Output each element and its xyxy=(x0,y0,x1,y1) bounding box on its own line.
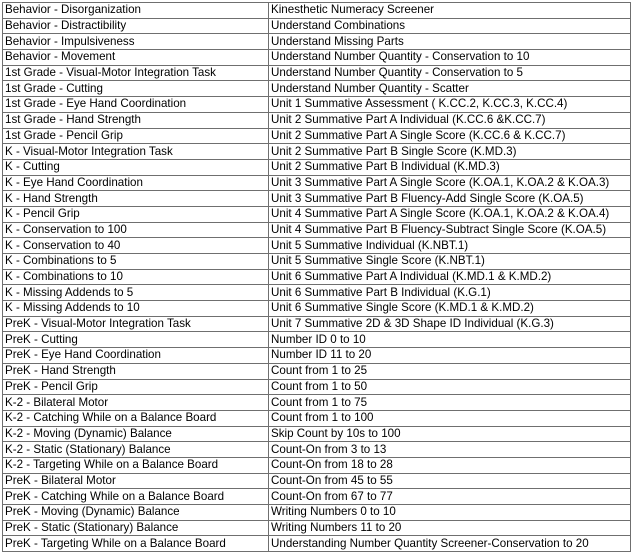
table-row xyxy=(3,426,631,442)
skill-cell: 1st Grade - Eye Hand Coordination xyxy=(3,97,269,113)
assessment-cell: Unit 5 Summative Single Score (K.NBT.1) xyxy=(269,254,631,270)
table-row xyxy=(3,301,631,317)
assessment-cell: Unit 6 Summative Part A Individual (K.MD.1 & K.MD.2) xyxy=(269,269,631,285)
skill-cell: PreK - Visual-Motor Integration Task xyxy=(3,316,269,332)
skill-cell: K - Pencil Grip xyxy=(3,206,269,222)
table-row xyxy=(3,505,631,521)
skill-cell: K - Cutting xyxy=(3,159,269,175)
table-row xyxy=(3,457,631,473)
assessment-cell: Unit 3 Summative Part A Single Score (K.OA.1, K.OA.2 & K.OA.3) xyxy=(269,175,631,191)
table-row xyxy=(3,332,631,348)
assessment-cell: Count from 1 to 25 xyxy=(269,363,631,379)
table-row xyxy=(3,128,631,144)
skill-cell: PreK - Moving (Dynamic) Balance xyxy=(3,505,269,521)
assessment-cell: Unit 5 Summative Individual (K.NBT.1) xyxy=(269,238,631,254)
skill-cell: K - Missing Addends to 5 xyxy=(3,285,269,301)
table-row xyxy=(3,159,631,175)
assessment-cell: Writing Numbers 11 to 20 xyxy=(269,520,631,536)
skill-cell: K - Visual-Motor Integration Task xyxy=(3,144,269,160)
skill-cell: Behavior - Distractibility xyxy=(3,18,269,34)
skill-cell: K - Conservation to 100 xyxy=(3,222,269,238)
table-row xyxy=(3,222,631,238)
skill-cell: 1st Grade - Visual-Motor Integration Task xyxy=(3,65,269,81)
table-row xyxy=(3,348,631,364)
skill-cell: 1st Grade - Pencil Grip xyxy=(3,128,269,144)
table-row xyxy=(3,395,631,411)
assessment-cell: Skip Count by 10s to 100 xyxy=(269,426,631,442)
assessment-cell: Unit 2 Summative Part A Single Score (K.CC.6 & K.CC.7) xyxy=(269,128,631,144)
table-row xyxy=(3,238,631,254)
table-row xyxy=(3,65,631,81)
assessment-cell: Understand Number Quantity - Conservation to 10 xyxy=(269,50,631,66)
skill-cell: PreK - Targeting While on a Balance Board xyxy=(3,536,269,552)
assessment-cell: Understanding Number Quantity Screener-Conservation to 20 xyxy=(269,536,631,552)
table-row xyxy=(3,175,631,191)
table-body xyxy=(3,3,631,552)
assessment-cell: Unit 7 Summative 2D & 3D Shape ID Individual (K.G.3) xyxy=(269,316,631,332)
assessment-cell: Understand Number Quantity - Scatter xyxy=(269,81,631,97)
table-row xyxy=(3,112,631,128)
assessment-cell: Unit 2 Summative Part B Individual (K.MD.3) xyxy=(269,159,631,175)
assessment-cell: Count-On from 45 to 55 xyxy=(269,473,631,489)
table-row xyxy=(3,191,631,207)
assessment-cell: Understand Number Quantity - Conservation to 5 xyxy=(269,65,631,81)
assessment-cell: Number ID 11 to 20 xyxy=(269,348,631,364)
assessment-cell: Unit 6 Summative Part B Individual (K.G.1) xyxy=(269,285,631,301)
skill-cell: PreK - Eye Hand Coordination xyxy=(3,348,269,364)
table-row xyxy=(3,97,631,113)
skill-cell: Behavior - Movement xyxy=(3,50,269,66)
assessment-cell: Count from 1 to 50 xyxy=(269,379,631,395)
table-row xyxy=(3,3,631,19)
assessment-cell: Unit 1 Summative Assessment ( K.CC.2, K.CC.3, K.CC.4) xyxy=(269,97,631,113)
skill-cell: PreK - Static (Stationary) Balance xyxy=(3,520,269,536)
table-row xyxy=(3,18,631,34)
assessment-cell: Unit 3 Summative Part B Fluency-Add Single Score (K.OA.5) xyxy=(269,191,631,207)
assessment-cell: Number ID 0 to 10 xyxy=(269,332,631,348)
skill-cell: PreK - Bilateral Motor xyxy=(3,473,269,489)
assessment-cell: Writing Numbers 0 to 10 xyxy=(269,505,631,521)
skill-cell: K - Missing Addends to 10 xyxy=(3,301,269,317)
assessment-cell: Unit 4 Summative Part A Single Score (K.OA.1, K.OA.2 & K.OA.4) xyxy=(269,206,631,222)
assessment-cell: Unit 2 Summative Part B Single Score (K.MD.3) xyxy=(269,144,631,160)
assessment-table xyxy=(2,2,631,552)
table-row xyxy=(3,536,631,552)
skill-cell: K-2 - Targeting While on a Balance Board xyxy=(3,457,269,473)
table-row xyxy=(3,269,631,285)
skill-cell: 1st Grade - Cutting xyxy=(3,81,269,97)
assessment-cell: Kinesthetic Numeracy Screener xyxy=(269,3,631,19)
table-row xyxy=(3,316,631,332)
table-row xyxy=(3,254,631,270)
table-row xyxy=(3,520,631,536)
skill-cell: K-2 - Catching While on a Balance Board xyxy=(3,410,269,426)
table-row xyxy=(3,50,631,66)
skill-cell: K - Combinations to 5 xyxy=(3,254,269,270)
skill-cell: 1st Grade - Hand Strength xyxy=(3,112,269,128)
assessment-cell: Unit 6 Summative Single Score (K.MD.1 & K.MD.2) xyxy=(269,301,631,317)
table-row xyxy=(3,379,631,395)
table-row xyxy=(3,473,631,489)
table-row xyxy=(3,206,631,222)
skill-cell: K-2 - Static (Stationary) Balance xyxy=(3,442,269,458)
table-row xyxy=(3,144,631,160)
table-row xyxy=(3,34,631,50)
assessment-cell: Count-On from 18 to 28 xyxy=(269,457,631,473)
table-row xyxy=(3,489,631,505)
skill-cell: K-2 - Moving (Dynamic) Balance xyxy=(3,426,269,442)
skill-cell: K - Combinations to 10 xyxy=(3,269,269,285)
skill-cell: K - Hand Strength xyxy=(3,191,269,207)
table-row xyxy=(3,363,631,379)
skill-cell: K - Eye Hand Coordination xyxy=(3,175,269,191)
skill-cell: PreK - Hand Strength xyxy=(3,363,269,379)
skill-cell: PreK - Pencil Grip xyxy=(3,379,269,395)
assessment-cell: Understand Combinations xyxy=(269,18,631,34)
skill-cell: PreK - Cutting xyxy=(3,332,269,348)
table-row xyxy=(3,410,631,426)
skill-cell: K-2 - Bilateral Motor xyxy=(3,395,269,411)
skill-cell: Behavior - Impulsiveness xyxy=(3,34,269,50)
skill-cell: K - Conservation to 40 xyxy=(3,238,269,254)
table-row xyxy=(3,285,631,301)
skill-cell: PreK - Catching While on a Balance Board xyxy=(3,489,269,505)
assessment-cell: Count from 1 to 75 xyxy=(269,395,631,411)
assessment-cell: Understand Missing Parts xyxy=(269,34,631,50)
assessment-cell: Count from 1 to 100 xyxy=(269,410,631,426)
assessment-cell: Unit 2 Summative Part A Individual (K.CC.6 &K.CC.7) xyxy=(269,112,631,128)
table-row xyxy=(3,442,631,458)
assessment-cell: Unit 4 Summative Part B Fluency-Subtract Single Score (K.OA.5) xyxy=(269,222,631,238)
assessment-cell: Count-On from 3 to 13 xyxy=(269,442,631,458)
skill-cell: Behavior - Disorganization xyxy=(3,3,269,19)
table-row xyxy=(3,81,631,97)
assessment-cell: Count-On from 67 to 77 xyxy=(269,489,631,505)
